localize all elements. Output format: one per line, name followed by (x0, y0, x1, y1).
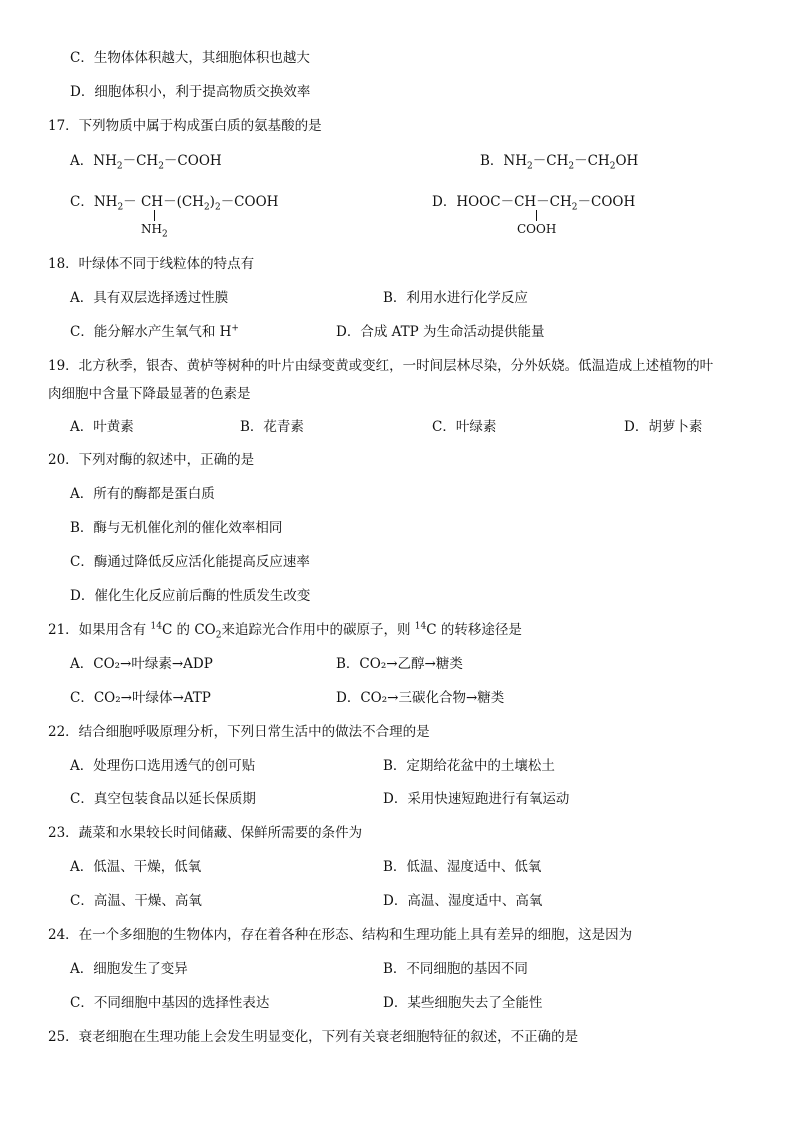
q17-option-c: C．$NH_2-$ $CH-(CH_2)_2-COOH$ (70, 194, 279, 213)
q21-option-a: A．CO₂→叶绿素→ADP (70, 656, 213, 672)
q19-option-a: A．叶黄素 (70, 419, 134, 435)
q24-option-c: C．不同细胞中基因的选择性表达 (70, 995, 270, 1011)
q24-option-d: D．某些细胞失去了全能性 (383, 995, 543, 1011)
q17-stem: 17．下列物质中属于构成蛋白质的氨基酸的是 (48, 118, 322, 134)
q22-option-b: B．定期给花盆中的土壤松土 (383, 758, 555, 774)
q24-stem: 24．在一个多细胞的生物体内，存在着各种在形态、结构和生理功能上具有差异的细胞，这是因为 (48, 927, 633, 943)
q24-option-b: B．不同细胞的基因不同 (383, 961, 528, 977)
q20-option-b: B．酶与无机催化剂的催化效率相同 (70, 520, 283, 536)
q17-c-branch: $NH_2$ (141, 222, 168, 240)
q17-option-d: D．$HOOC-CH-CH_2-COOH$ (432, 194, 636, 213)
q21-option-b: B．CO₂→乙醇→糖类 (336, 656, 463, 672)
q23-option-c: C．高温、干燥、高氧 (70, 893, 202, 909)
q20-option-c: C．酶通过降低反应活化能提高反应速率 (70, 554, 310, 570)
q16-option-d: D．细胞体积小，利于提高物质交换效率 (70, 84, 311, 100)
q20-option-d: D．催化生化反应前后酶的性质发生改变 (70, 588, 311, 604)
q22-option-a: A．处理伤口选用透气的创可贴 (70, 758, 256, 774)
q18-option-d: D．合成 ATP 为生命活动提供能量 (336, 324, 545, 340)
q18-option-c: C．能分解水产生氧气和 H+ (70, 323, 239, 340)
q19-option-b: B．花青素 (240, 419, 304, 435)
q19-option-d: D．胡萝卜素 (624, 419, 703, 435)
q23-option-a: A．低温、干燥，低氧 (70, 859, 202, 875)
q18-option-b: B．利用水进行化学反应 (383, 290, 528, 306)
q19-stem-line2: 肉细胞中含量下降最显著的色素是 (48, 386, 251, 402)
q18-option-a: A．具有双层选择透过性膜 (70, 290, 229, 306)
q23-option-d: D．高温、湿度适中、高氧 (383, 893, 543, 909)
q24-option-a: A．细胞发生了变异 (70, 961, 188, 977)
q25-stem: 25．衰老细胞在生理功能上会发生明显变化，下列有关衰老细胞特征的叙述，不正确的是 (48, 1029, 579, 1045)
q19-stem-line1: 19．北方秋季，银杏、黄栌等树种的叶片由绿变黄或变红，一时间层林尽染，分外妖娆。低温造成上述植物的叶 (48, 358, 714, 374)
q23-stem: 23．蔬菜和水果较长时间储藏、保鲜所需要的条件为 (48, 825, 363, 841)
q17-option-b: B．$NH_2-CH_2-CH_2OH$ (480, 153, 639, 172)
q23-option-b: B．低温、湿度适中、低氧 (383, 859, 542, 875)
q16-option-c: C．生物体体积越大，其细胞体积也越大 (70, 50, 310, 66)
q19-option-c: C．叶绿素 (432, 419, 497, 435)
q20-stem: 20．下列对酶的叙述中，正确的是 (48, 452, 255, 468)
q21-stem: 21．如果用含有 $^{14}$C 的 $CO_2$来追踪光合作用中的碳原子，则 $^{14}$C 的转移途径是 (48, 621, 522, 641)
q22-option-c: C．真空包装食品以延长保质期 (70, 791, 256, 807)
q20-option-a: A．所有的酶都是蛋白质 (70, 486, 215, 502)
q18-stem: 18．叶绿体不同于线粒体的特点有 (48, 256, 255, 272)
q17-option-a: A．$NH_2-CH_2-COOH$ (70, 153, 222, 172)
q21-option-c: C．CO₂→叶绿体→ATP (70, 690, 211, 706)
q21-option-d: D．CO₂→三碳化合物→糖类 (336, 690, 505, 706)
q22-stem: 22．结合细胞呼吸原理分析，下列日常生活中的做法不合理的是 (48, 724, 430, 740)
q22-option-d: D．采用快速短跑进行有氧运动 (383, 791, 570, 807)
q17-d-branch: COOH (517, 222, 557, 236)
